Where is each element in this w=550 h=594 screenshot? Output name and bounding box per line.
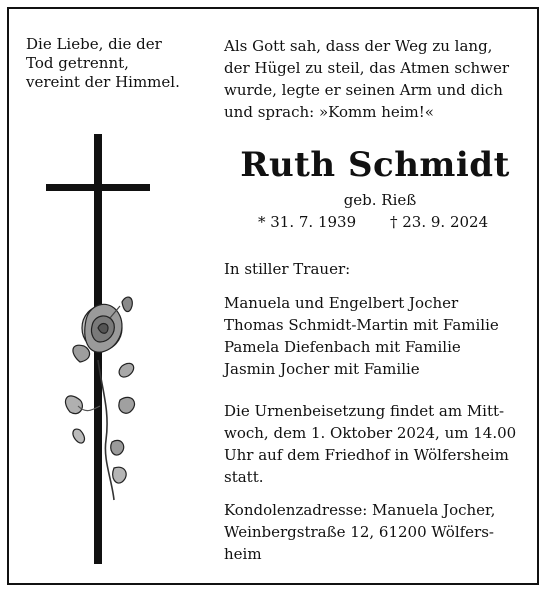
cross-with-rose (40, 130, 160, 570)
mourner-item: Pamela Diefenbach mit Familie (224, 338, 461, 356)
mourning-title: In stiller Trauer: (224, 260, 351, 278)
burial-notice: Die Urnenbeisetzung findet am Mitt- woch, dem 1. Oktober 2024, um 14.00 Uhr auf dem Friedhof in Wölfersheim statt. (224, 402, 517, 486)
birth-date: * 31. 7. 1939 (258, 213, 357, 231)
deceased-name: Ruth Schmidt (240, 145, 510, 185)
mourners-list (224, 292, 534, 380)
mourner-item: Manuela und Engelbert Jocher (224, 294, 459, 312)
born-name: geb. Rieß (343, 191, 417, 209)
mourner-item: Thomas Schmidt-Martin mit Familie (224, 316, 499, 334)
right-verse: Als Gott sah, dass der Weg zu lang, der Hügel zu steil, das Atmen schwer wurde, legte er seinen Arm und dich und sprach: »Komm heim!« (224, 37, 510, 121)
death-date: † 23. 9. 2024 (390, 213, 489, 231)
left-verse: Die Liebe, die der Tod getrennt, vereint der Himmel. (26, 35, 180, 91)
mourner-item: Jasmin Jocher mit Familie (224, 360, 420, 378)
condolence-address: Kondolenzadresse: Manuela Jocher, Weinbergstraße 12, 61200 Wölfers- heim (224, 501, 496, 563)
